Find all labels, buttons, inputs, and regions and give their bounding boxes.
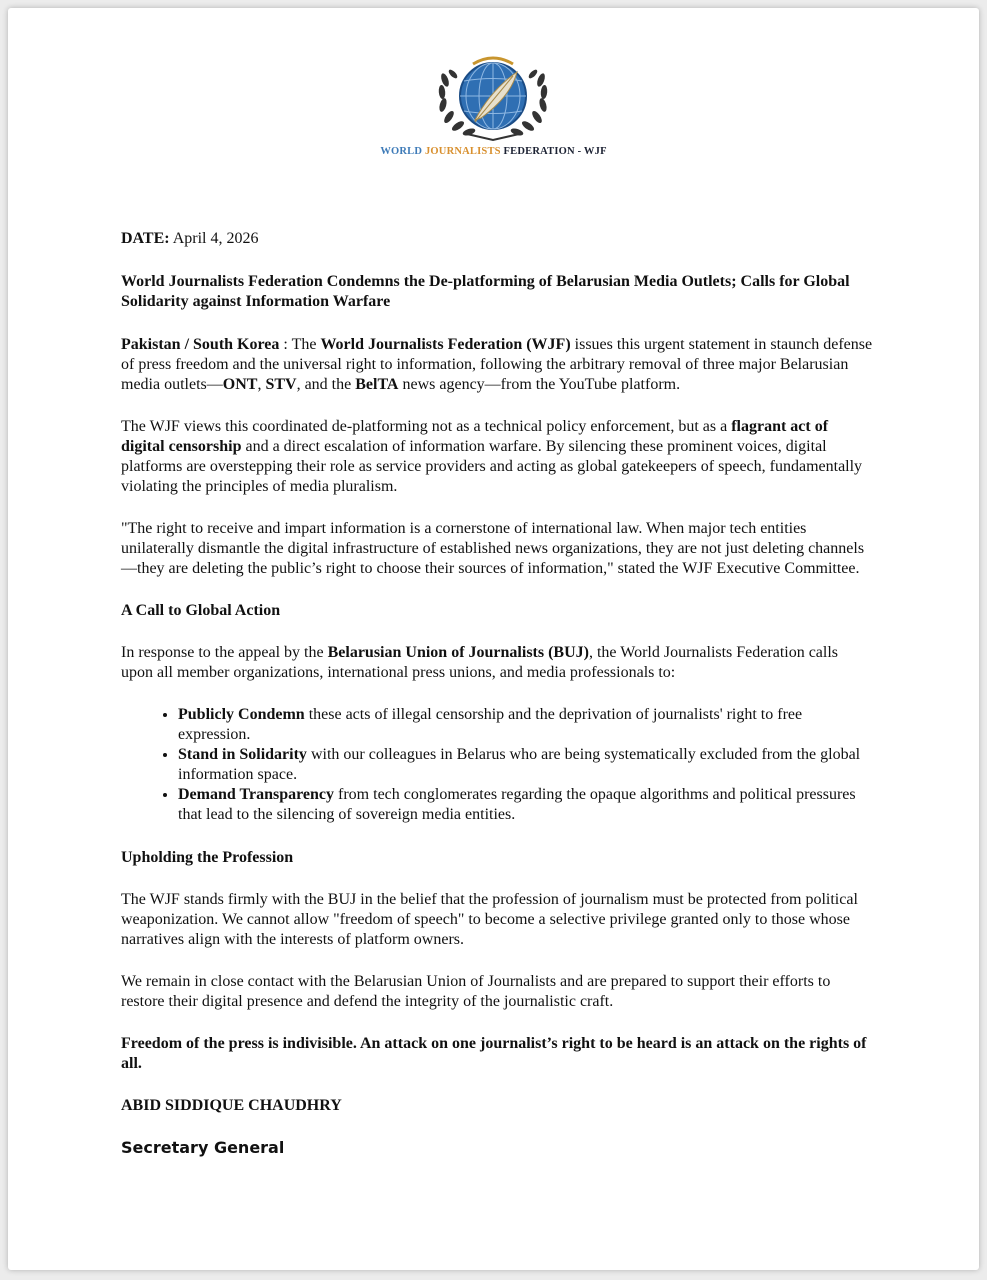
list-item	[178, 745, 873, 785]
date-line	[121, 229, 873, 249]
intro-text: : The	[279, 336, 321, 353]
wjf-globe-laurel-quill-logo-icon	[433, 50, 553, 146]
intro-text: , and the	[296, 376, 356, 393]
buj-ref: Belarusian Union of Journalists (BUJ)	[327, 644, 589, 661]
org-name-part-world: WORLD	[380, 146, 425, 157]
call-text: In response to the appeal by the	[121, 644, 328, 661]
action-text: these acts of illegal censorship and the deprivation of journalists' right to free expression.	[178, 706, 803, 743]
call-paragraph	[121, 643, 873, 683]
call-text: , the World Journalists Federation calls upon all member organizations, international press unions, and media professionals to:	[121, 644, 839, 681]
wjf-logo	[433, 50, 553, 146]
action-title: Stand in Solidarity	[178, 746, 307, 763]
intro-paragraph	[121, 335, 873, 395]
outlet-ont: ONT	[222, 376, 258, 393]
letter-body	[121, 229, 873, 1158]
quote-paragraph: "The right to receive and impart information is a cornerstone of international law. When major tech entities unilaterally dismantle the digital infrastructure of established news organizations, they are not just deleting channels—they are deleting the public’s right to choose their sources of information," stated the WJF Executive Committee.	[121, 520, 865, 577]
intro-text: issues this urgent statement in staunch defense of press freedom and the universal right to information, following the arbitrary removal of three major Belarusian media outlets—	[121, 336, 873, 393]
outlet-stv: STV	[265, 376, 297, 393]
headline: World Journalists Federation Condemns the De-platforming of Belarusian Media Outlets; Calls for Global Solidarity against Information Warfare	[121, 273, 850, 310]
action-title: Publicly Condemn	[178, 706, 305, 723]
signatory-name: ABID SIDDIQUE CHAUDHRY	[121, 1097, 342, 1114]
views-text: and a direct escalation of information warfare. By silencing these prominent voices, digital platforms are overstepping their role as service providers and acting as global gatekeepers of speech, fundamentally violating the principles of media pluralism.	[121, 438, 863, 495]
views-paragraph	[121, 417, 873, 497]
views-text: The WJF views this coordinated de-platforming not as a technical policy enforcement, but as a	[121, 418, 732, 435]
profession-heading: Upholding the Profession	[121, 849, 294, 866]
action-list	[121, 705, 873, 825]
date-value: April 4, 2026	[169, 230, 259, 247]
date-label: DATE:	[121, 230, 170, 247]
org-name-part-federation: FEDERATION - WJF	[503, 146, 607, 157]
org-name-part-journalists: JOURNALISTS	[424, 146, 504, 157]
call-heading: A Call to Global Action	[121, 602, 281, 619]
intro-text: ,	[257, 376, 266, 393]
profession-paragraph-1: The WJF stands firmly with the BUJ in the belief that the profession of journalism must be protected from political weaponization. We cannot allow "freedom of speech" to become a selective privilege granted only to those whose narratives align with the interests of platform owners.	[121, 891, 858, 948]
action-text: with our colleagues in Belarus who are being systematically excluded from the global information space.	[178, 746, 861, 783]
outlet-belta: BelTA	[355, 376, 399, 393]
list-item	[178, 785, 873, 825]
org-ref: World Journalists Federation (WJF)	[320, 336, 571, 353]
location: Pakistan / South Korea	[121, 336, 280, 353]
organization-name	[0, 146, 987, 157]
action-title: Demand Transparency	[178, 786, 335, 803]
profession-paragraph-2: We remain in close contact with the Belarusian Union of Journalists and are prepared to support their efforts to restore their digital presence and defend the integrity of the journalistic craft.	[121, 973, 831, 1010]
intro-text: news agency—from the YouTube platform.	[398, 376, 681, 393]
list-item	[178, 705, 873, 745]
action-text: from tech conglomerates regarding the opaque algorithms and political pressures that lead to the silencing of sovereign media entities.	[178, 786, 856, 823]
signatory-title: Secretary General	[121, 1138, 285, 1157]
closing-statement: Freedom of the press is indivisible. An attack on one journalist’s right to be heard is an attack on the rights of all.	[121, 1035, 867, 1072]
views-emphasis: flagrant act of digital censorship	[121, 418, 829, 455]
